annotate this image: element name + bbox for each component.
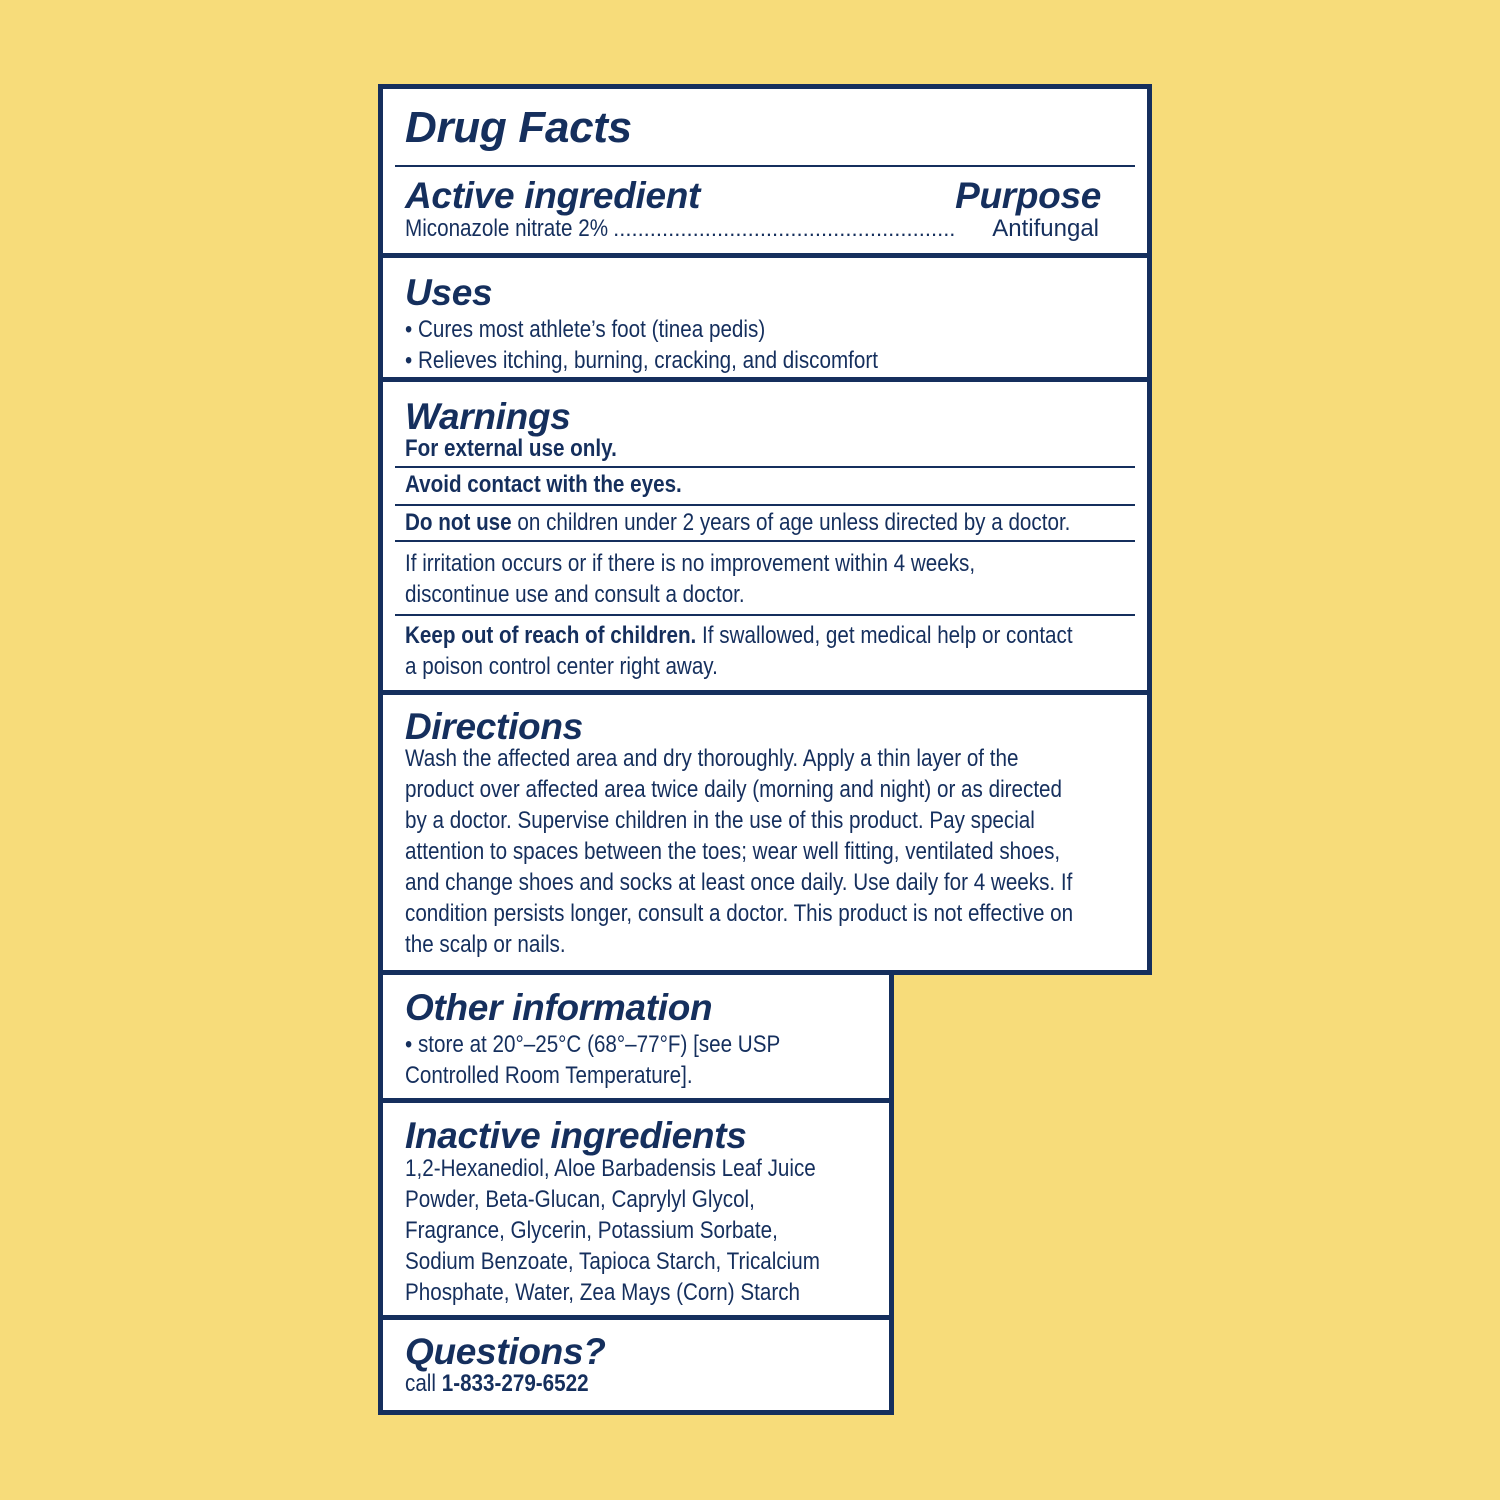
directions-line: attention to spaces between the toes; wear well fitting, ventilated shoes,: [405, 838, 1061, 865]
inactive-line: Powder, Beta-Glucan, Caprylyl Glycol,: [405, 1186, 755, 1213]
questions-heading: Questions?: [405, 1331, 606, 1372]
inactive-line: 1,2-Hexanediol, Aloe Barbadensis Leaf Juice: [405, 1155, 816, 1182]
warning-eyes: [405, 468, 1125, 502]
uses-item: • Relieves itching, burning, cracking, and discomfort: [405, 347, 878, 374]
purpose-heading: Purpose: [955, 175, 1101, 216]
title-rule: [395, 165, 1135, 167]
inactive-ingredients-text: [405, 1153, 867, 1308]
keep-out-text: If swallowed, get medical help or contact: [696, 622, 1073, 649]
warning-keep-out: [405, 620, 1125, 682]
active-heading-row: [405, 175, 1125, 217]
inactive-ingredients-panel: [378, 1098, 894, 1320]
keep-out-text-2: a poison control center right away.: [405, 653, 718, 680]
questions-panel: [378, 1315, 894, 1415]
warning-rule: [395, 540, 1135, 542]
irritation-line: discontinue use and consult a doctor.: [405, 581, 745, 608]
other-information-panel: [378, 970, 894, 1103]
irritation-line: If irritation occurs or if there is no improvement within 4 weeks,: [405, 550, 976, 577]
directions-line: by a doctor. Supervise children in the use of this product. Pay special: [405, 807, 1035, 834]
other-information-heading: Other information: [405, 987, 713, 1028]
directions-panel: [378, 690, 1152, 975]
warning-external-text: For external use only.: [405, 435, 617, 462]
directions-line: product over affected area twice daily (morning and night) or as directed: [405, 776, 1063, 803]
uses-list: [405, 314, 1125, 376]
other-line: • store at 20°–25°C (68°–77°F) [see USP: [405, 1031, 781, 1058]
directions-line: and change shoes and socks at least once daily. Use daily for 4 weeks. If: [405, 869, 1073, 896]
other-line: Controlled Room Temperature].: [405, 1062, 693, 1089]
purpose-value: Antifungal: [992, 215, 1099, 242]
call-label: call: [405, 1370, 442, 1397]
warnings-panel: [378, 377, 1152, 695]
warning-rule: [395, 614, 1135, 616]
directions-heading: Directions: [405, 706, 583, 747]
warning-do-not-use: [405, 506, 1125, 540]
active-ingredient-row: [405, 213, 1125, 244]
phone-number[interactable]: 1-833-279-6522: [441, 1370, 589, 1397]
leader-dots: ........................................................: [613, 216, 956, 241]
inactive-line: Fragrance, Glycerin, Potassium Sorbate,: [405, 1217, 778, 1244]
directions-text: [405, 743, 1125, 960]
uses-panel: [378, 253, 1152, 382]
warning-external: [405, 434, 1125, 464]
directions-line: condition persists longer, consult a doctor. This product is not effective on: [405, 900, 1074, 927]
page-title: Drug Facts: [405, 103, 632, 152]
ingredient-name: Miconazole nitrate 2%: [405, 215, 609, 242]
active-ingredient-heading: Active ingredient: [405, 175, 701, 216]
uses-item: • Cures most athlete’s foot (tinea pedis): [405, 316, 766, 343]
warning-irritation: [405, 548, 1125, 610]
drug-facts-header-panel: [378, 84, 1152, 258]
keep-out-label: Keep out of reach of children.: [405, 622, 697, 649]
inactive-line: Phosphate, Water, Zea Mays (Corn) Starch: [405, 1279, 800, 1306]
do-not-use-text: on children under 2 years of age unless directed by a doctor.: [511, 509, 1071, 536]
do-not-use-label: Do not use: [405, 509, 512, 536]
uses-heading: Uses: [405, 272, 493, 313]
directions-line: Wash the affected area and dry thoroughly. Apply a thin layer of the: [405, 745, 1019, 772]
other-information-text: [405, 1029, 867, 1091]
warning-eyes-text: Avoid contact with the eyes.: [405, 471, 682, 498]
questions-call: [405, 1368, 867, 1399]
inactive-line: Sodium Benzoate, Tapioca Starch, Tricalcium: [405, 1248, 820, 1275]
warnings-heading: Warnings: [405, 396, 571, 437]
directions-line: the scalp or nails.: [405, 931, 566, 958]
inactive-ingredients-heading: Inactive ingredients: [405, 1115, 747, 1156]
